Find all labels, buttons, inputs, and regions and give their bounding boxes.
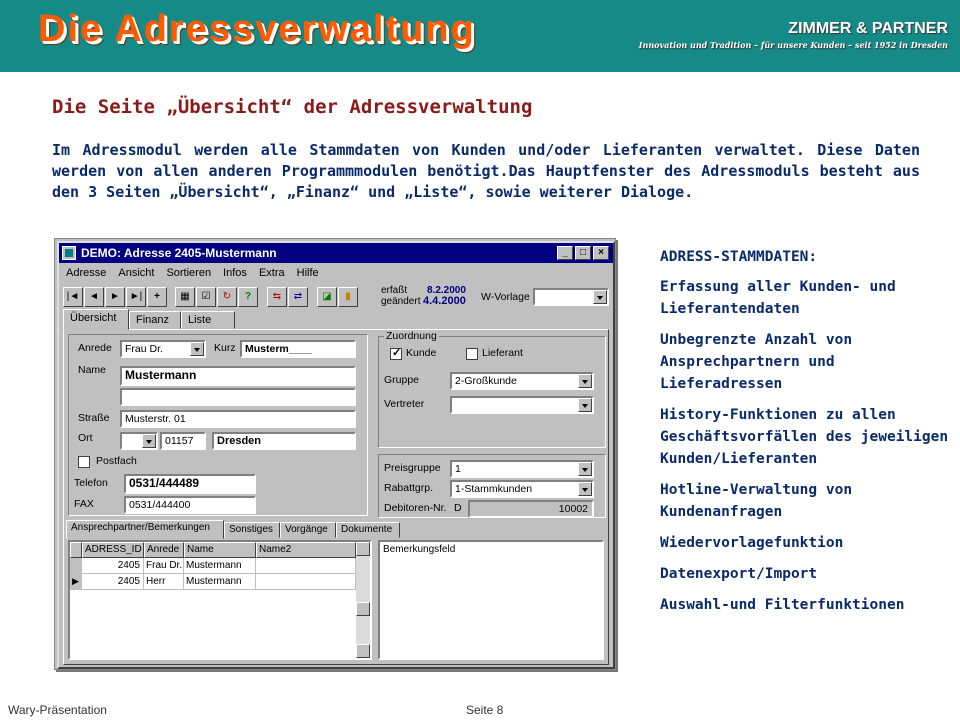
- table-cell[interactable]: Frau Dr.: [144, 558, 184, 574]
- window-title: DEMO: Adresse 2405-Mustermann: [81, 246, 277, 260]
- feature-heading: ADRESS-STAMMDATEN:: [660, 249, 818, 265]
- name-field[interactable]: Mustermann: [120, 366, 356, 386]
- grid-header-anrede[interactable]: Anrede: [144, 542, 184, 558]
- vertreter-label: Vertreter: [384, 398, 425, 410]
- door-icon[interactable]: ▮: [338, 287, 358, 307]
- preisgruppe-select[interactable]: 1: [450, 460, 594, 478]
- tab-liste[interactable]: Liste: [181, 311, 235, 329]
- refresh-icon[interactable]: ↻: [217, 287, 237, 307]
- menu-ansicht[interactable]: Ansicht: [118, 267, 155, 279]
- zuordnung-label: Zuordnung: [386, 330, 437, 342]
- kunde-checkbox[interactable]: [390, 348, 402, 360]
- erfasst-label: erfaßt: [381, 285, 408, 296]
- kurz-field[interactable]: Musterm____: [240, 340, 356, 358]
- kurz-label: Kurz: [214, 342, 236, 354]
- row-indicator[interactable]: [70, 558, 82, 574]
- bemerkung-textarea[interactable]: Bemerkungsfeld: [378, 540, 604, 660]
- scroll-thumb[interactable]: [356, 602, 370, 616]
- debitor-field[interactable]: 10002: [468, 500, 594, 518]
- wvorlage-field[interactable]: [533, 288, 609, 306]
- menu-sortieren[interactable]: Sortieren: [166, 267, 212, 279]
- table-cell[interactable]: Mustermann: [184, 574, 256, 590]
- table-cell[interactable]: 2405: [82, 574, 144, 590]
- app-icon: [62, 246, 76, 260]
- intro-paragraph: Im Adressmodul werden alle Stammdaten von Kunden und/oder Lieferanten verwaltet. Diese Daten werden von allen anderen Programmmodulen benötigt.Das Hauptfenster des Adressmoduls besteht aus den 3 Seiten „Übersicht“, „Finanz“ und „Liste“, sowie weiterer Dialoge.: [52, 141, 920, 201]
- list-item: Auswahl-und Filterfunktionen: [660, 597, 905, 613]
- contacts-grid[interactable]: [68, 540, 372, 660]
- tab-sonstiges[interactable]: Sonstiges: [224, 522, 280, 538]
- fax-field[interactable]: 0531/444400: [124, 496, 256, 514]
- kunde-label: Kunde: [406, 347, 437, 359]
- ort-field[interactable]: Dresden: [212, 432, 356, 450]
- chevron-down-icon[interactable]: [578, 482, 592, 496]
- footer-page-number: Seite 8: [466, 703, 504, 717]
- land-select[interactable]: [120, 432, 158, 450]
- table-cell[interactable]: 2405: [82, 558, 144, 574]
- lieferant-checkbox[interactable]: [466, 348, 478, 360]
- feature-list: [660, 246, 952, 625]
- telefon-label: Telefon: [74, 477, 108, 489]
- menu-adresse[interactable]: Adresse: [66, 267, 107, 279]
- gruppe-select[interactable]: 2-Großkunde: [450, 372, 594, 390]
- app-screenshot: [54, 238, 616, 670]
- minimize-button[interactable]: _: [557, 246, 573, 260]
- grid-header-name2[interactable]: Name2: [256, 542, 356, 558]
- transfer-icon[interactable]: ⇆: [267, 287, 287, 307]
- next-record-button[interactable]: ►: [105, 287, 125, 307]
- uebersicht-page: [63, 329, 609, 665]
- chevron-down-icon[interactable]: [593, 290, 607, 304]
- tab-ansprechpartner[interactable]: Ansprechpartner/Bemerkungen: [66, 520, 224, 539]
- prev-record-button[interactable]: ◄: [84, 287, 104, 307]
- chevron-down-icon[interactable]: [190, 342, 204, 356]
- document-icon[interactable]: ◪: [317, 287, 337, 307]
- postfach-label: Postfach: [96, 455, 137, 467]
- help-icon[interactable]: ?: [238, 287, 258, 307]
- grid-icon[interactable]: ▦: [175, 287, 195, 307]
- erfasst-date: 8.2.2000: [427, 285, 466, 296]
- first-record-button[interactable]: |◄: [63, 287, 83, 307]
- postfach-checkbox[interactable]: [78, 456, 90, 468]
- vertreter-select[interactable]: [450, 396, 594, 414]
- list-item: Unbegrenzte Anzahl von Ansprechpartnern und Lieferadressen: [660, 332, 853, 392]
- tab-vorgaenge[interactable]: Vorgänge: [280, 522, 336, 538]
- app-window: [57, 241, 615, 669]
- window-titlebar[interactable]: [59, 243, 613, 263]
- debitor-label: Debitoren-Nr.: [384, 502, 447, 514]
- chevron-down-icon[interactable]: [142, 434, 156, 448]
- table-cell[interactable]: Herr: [144, 574, 184, 590]
- grid-scrollbar[interactable]: [356, 542, 370, 658]
- list-item: History-Funktionen zu allen Geschäftsvorfällen des jeweiligen Kunden/Lieferanten: [660, 407, 949, 467]
- menu-extra[interactable]: Extra: [258, 267, 285, 279]
- geaendert-label: geändert: [381, 296, 421, 307]
- table-cell[interactable]: [256, 574, 356, 590]
- menu-hilfe[interactable]: Hilfe: [296, 267, 319, 279]
- strasse-field[interactable]: Musterstr. 01: [120, 410, 356, 428]
- last-record-button[interactable]: ►|: [126, 287, 146, 307]
- maximize-button[interactable]: □: [575, 246, 591, 260]
- debitor-prefix: D: [454, 502, 462, 514]
- menu-infos[interactable]: Infos: [223, 267, 247, 279]
- menu-bar: [61, 265, 324, 283]
- anrede-select[interactable]: Frau Dr.: [120, 340, 206, 358]
- tab-uebersicht[interactable]: Übersicht: [63, 309, 129, 330]
- footer-presentation: Wary-Präsentation: [8, 703, 107, 717]
- scroll-up-button[interactable]: [356, 542, 370, 556]
- strasse-label: Straße: [78, 412, 110, 424]
- table-cell[interactable]: [256, 558, 356, 574]
- rabatt-label: Rabattgrp.: [384, 482, 434, 494]
- tab-dokumente[interactable]: Dokumente: [336, 522, 400, 538]
- grid-header-name[interactable]: Name: [184, 542, 256, 558]
- preisgruppe-label: Preisgruppe: [384, 462, 441, 474]
- brand-name: ZIMMER & PARTNER: [788, 20, 948, 37]
- list-item: Datenexport/Import: [660, 566, 818, 582]
- list-item: Hotline-Verwaltung von Kundenanfragen: [660, 482, 853, 520]
- toolbar: [61, 285, 611, 311]
- grid-header-adress-id[interactable]: ADRESS_ID: [82, 542, 144, 558]
- scroll-down-button[interactable]: [356, 644, 370, 658]
- lieferant-label: Lieferant: [482, 347, 523, 359]
- anrede-label: Anrede: [78, 342, 112, 354]
- close-button[interactable]: ×: [593, 246, 609, 260]
- chevron-down-icon[interactable]: [578, 374, 592, 388]
- grid-corner: [70, 542, 82, 558]
- exchange-icon[interactable]: ⇄: [288, 287, 308, 307]
- ort-label: Ort: [78, 432, 93, 444]
- chevron-down-icon[interactable]: [578, 462, 592, 476]
- new-record-button[interactable]: +: [147, 287, 167, 307]
- name2-field[interactable]: [120, 388, 356, 406]
- gruppe-label: Gruppe: [384, 374, 420, 386]
- wvorlage-label: W-Vorlage: [481, 291, 530, 303]
- list-item: Erfassung aller Kunden- und Lieferantendaten: [660, 279, 896, 317]
- slide-subtitle: Die Seite „Übersicht“ der Adressverwaltung: [52, 96, 533, 118]
- checklist-icon[interactable]: ☑: [196, 287, 216, 307]
- geaendert-date: 4.4.2000: [423, 295, 466, 307]
- tab-finanz[interactable]: Finanz: [129, 311, 181, 329]
- slide-header: [0, 0, 960, 72]
- name-label: Name: [78, 364, 107, 376]
- list-item: Wiedervorlagefunktion: [660, 535, 844, 551]
- current-row-arrow-icon[interactable]: ▶: [70, 574, 82, 590]
- slide-title: Die Adressverwaltung: [38, 8, 476, 50]
- fax-label: FAX: [74, 498, 94, 510]
- rabatt-select[interactable]: 1-Stammkunden: [450, 480, 594, 498]
- table-cell[interactable]: Mustermann: [184, 558, 256, 574]
- plz-field[interactable]: 01157: [160, 432, 206, 450]
- brand-logo: [639, 20, 948, 50]
- brand-tagline: Innovation und Tradition – für unsere Kunden – seit 1952 in Dresden: [638, 40, 948, 50]
- chevron-down-icon[interactable]: [578, 398, 592, 412]
- telefon-field[interactable]: 0531/444489: [124, 474, 256, 494]
